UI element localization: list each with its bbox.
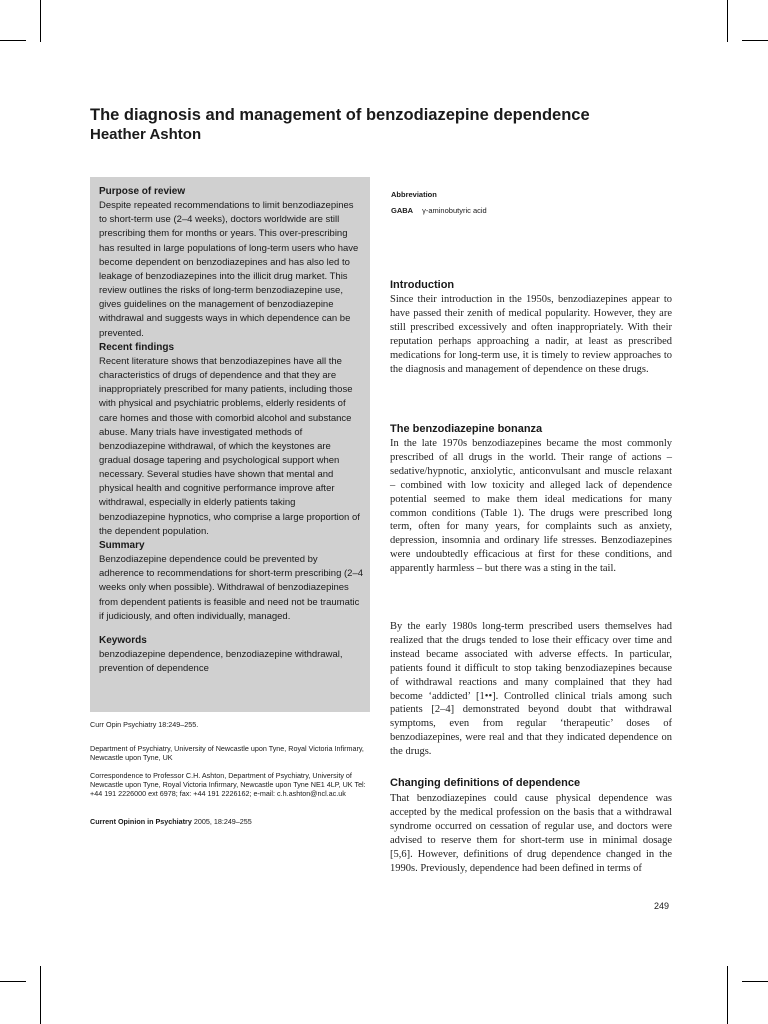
abbreviation-definition: γ-aminobutyric acid <box>422 206 487 215</box>
page-number: 249 <box>654 901 670 911</box>
author-name: Heather Ashton <box>90 126 202 143</box>
keywords-heading: Keywords <box>99 634 147 646</box>
article-title: The diagnosis and management of benzodiazepine dependence <box>90 106 590 124</box>
definitions-heading: Changing definitions of dependence <box>390 777 581 789</box>
summary-heading: Summary <box>99 539 145 551</box>
findings-heading: Recent findings <box>99 341 175 353</box>
crop-mark <box>727 966 728 1024</box>
introduction-text: Since their introduction in the 1950s, benzodiazepines appear to have passed their zenith of medical popularity. However, they are still prescribed excessively and often inappropriately. With their reputation perhaps approaching a nadir, at least as prescribed medications for long-term use, it is timely to review approaches to the diagnosis and management of dependence on these drugs. <box>390 294 672 375</box>
crop-mark <box>0 981 26 982</box>
keywords-text: benzodiazepine dependence, benzodiazepine withdrawal, prevention of dependence <box>99 649 343 675</box>
summary-text: Benzodiazepine dependence could be prevented by adherence to recommendations for short-term prescribing (2–4 weeks only when possible). Withdrawal of benzodiazepines from dependent patients is feasible and need not be traumatic if judiciously, and often individually, managed. <box>99 554 364 622</box>
crop-mark <box>40 0 41 42</box>
bonanza-paragraph-2: By the early 1980s long-term prescribed users themselves had realized that the drugs tended to lose their efficacy over time and instead became associated with adverse effects. In particular, patients found it difficult to stop taking benzodiazepines because of withdrawal reactions and many complained that they had become ‘addicted’ [1••]. Controlled clinical trials among such patients [2–4] demonstrated beyond doubt that withdrawal symptoms, even from regular ‘therapeutic’ doses of benzodiazepines, were real and that they indicated dependence on the drugs. <box>390 621 672 758</box>
crop-mark <box>742 981 768 982</box>
definitions-text: That benzodiazepines could cause physical dependence was accepted by the medical profession on the basis that a withdrawal syndrome occurred on cessation of regular use, and doctors were advised to reserve them for short-term use in minimal dosage [5,6]. However, definitions of drug dependence changed in the 1990s. Previously, dependence had been defined in terms of <box>390 793 672 874</box>
correspondence: Correspondence to Professor C.H. Ashton, Department of Psychiatry, University of Newcastle upon Tyne, Royal Victoria Infirmary, Newcastle upon Tyne NE1 4LP, UK Tel: +44 191 2226000 ext 6978; fax: +44 191 2226162; e-mail: c.h.ashton@ncl.ac.uk <box>90 771 366 798</box>
purpose-heading: Purpose of review <box>99 186 186 197</box>
citation: Curr Opin Psychiatry 18:249–255. <box>90 720 199 729</box>
bonanza-heading: The benzodiazepine bonanza <box>390 423 543 435</box>
crop-mark <box>40 966 41 1024</box>
abbreviation-heading: Abbreviation <box>391 190 437 199</box>
journal-volume: 2005, 18:249–255 <box>191 817 252 826</box>
findings-text: Recent literature shows that benzodiazepines have all the characteristics of drugs of dependence and that they are inappropriately prescribed for many patients, including those with physical and psychiatric problems, elderly residents of care homes and those with comorbid alcohol and substance abuse. Many trials have investigated methods of benzodiazepine withdrawal, of which the keystones are gradual dosage tapering and psychological support when necessary. Several studies have shown that mental and physical health and cognitive performance improve after withdrawal, especially in elderly patients taking benzodiazepine hypnotics, who comprise a large proportion of the dependent population. <box>99 355 360 537</box>
affiliation: Department of Psychiatry, University of Newcastle upon Tyne, Royal Victoria Infirmary, Newcastle upon Tyne, UK <box>90 744 364 762</box>
crop-mark <box>727 0 728 42</box>
journal-reference <box>90 818 372 827</box>
crop-mark <box>742 40 768 41</box>
crop-mark <box>0 40 26 41</box>
abstract-box <box>90 177 370 712</box>
introduction-heading: Introduction <box>390 279 455 291</box>
journal-name: Current Opinion in Psychiatry <box>90 817 192 826</box>
bonanza-paragraph-1: In the late 1970s benzodiazepines became the most commonly prescribed of all drugs in the world. Their range of actions – sedative/hypnotic, anxiolytic, anticonvulsant and muscle relaxant – combined with low toxicity and alleged lack of dependence potential seemed to make them ideal medications for many common conditions (Table 1). The drugs were prescribed long term, often for many years, for complaints such as anxiety, depression, insomnia and ordinary life stresses. Benzodiazepines were undoubtedly efficacious at first for these conditions, and apparently harmless – but there was a sting in the tail. <box>390 438 672 575</box>
abbreviation-term: GABA <box>391 206 414 215</box>
abbreviation-row <box>391 206 487 215</box>
purpose-text: Despite repeated recommendations to limit benzodiazepines to short-term use (2–4 weeks), doctors worldwide are still prescribing them for months or years. This over-prescribing has resulted in large populations of long-term users who have become dependent on benzodiazepines and has also led to leakage of benzodiazepines into the illicit drug market. This review outlines the risks of long-term benzodiazepine use, gives guidelines on the management of benzodiazepine withdrawal and suggests ways in which dependence can be prevented. <box>99 200 359 339</box>
